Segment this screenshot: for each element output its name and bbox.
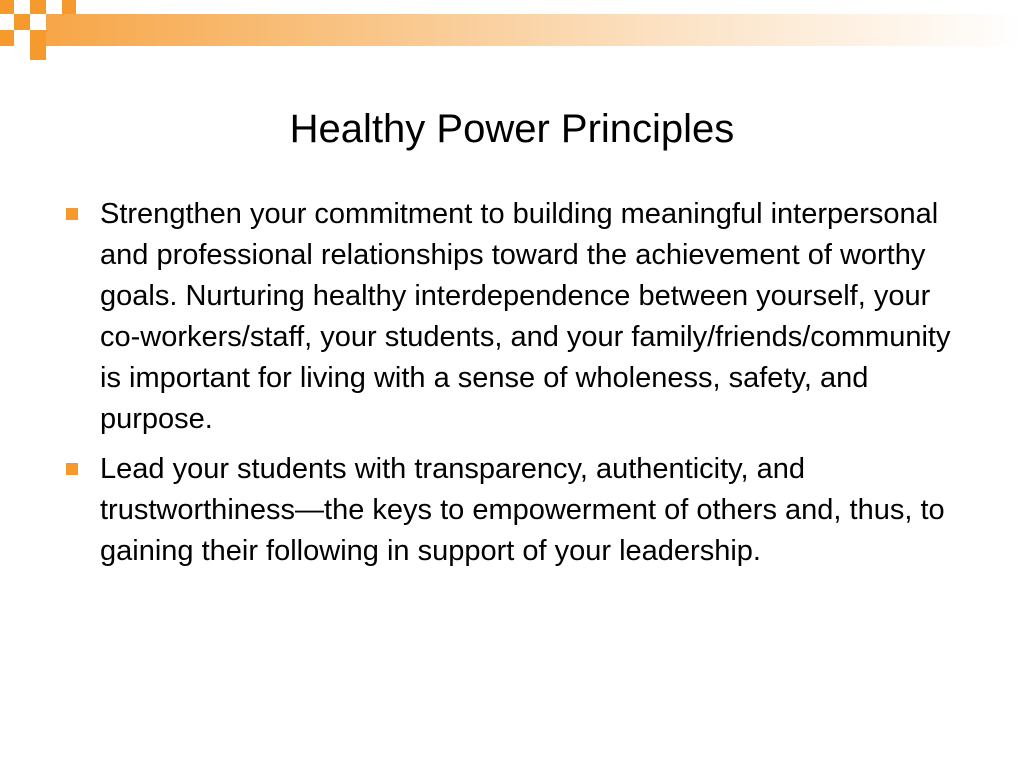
decor-square (30, 30, 46, 46)
bullet-item (62, 194, 962, 440)
bullet-text: Strengthen your commitment to building meaningful interpersonal and professional relationships toward the achievement of worthy goals. Nurturing healthy interdependence between yourself, your co-workers/staff, your students, and your family/friends/community is important for living with a sense of wholeness, safety, and purpose. (100, 198, 951, 435)
square-bullet-icon (66, 208, 78, 220)
decor-square (30, 0, 46, 14)
square-bullet-icon (66, 463, 78, 475)
decor-square (62, 0, 76, 14)
decor-square (14, 14, 30, 30)
decor-square (0, 30, 14, 46)
decor-square (0, 0, 14, 14)
decor-square (30, 46, 46, 60)
slide-title: Healthy Power Principles (289, 107, 735, 151)
header-decoration (0, 0, 1024, 70)
bullet-list (62, 194, 962, 581)
bullet-item (62, 449, 962, 572)
header-gradient-bar (46, 14, 1024, 46)
bullet-text: Lead your students with transparency, authenticity, and trustworthiness—the keys to empowerment of others and, thus, to gaining their following in support of your leadership. (100, 453, 945, 567)
